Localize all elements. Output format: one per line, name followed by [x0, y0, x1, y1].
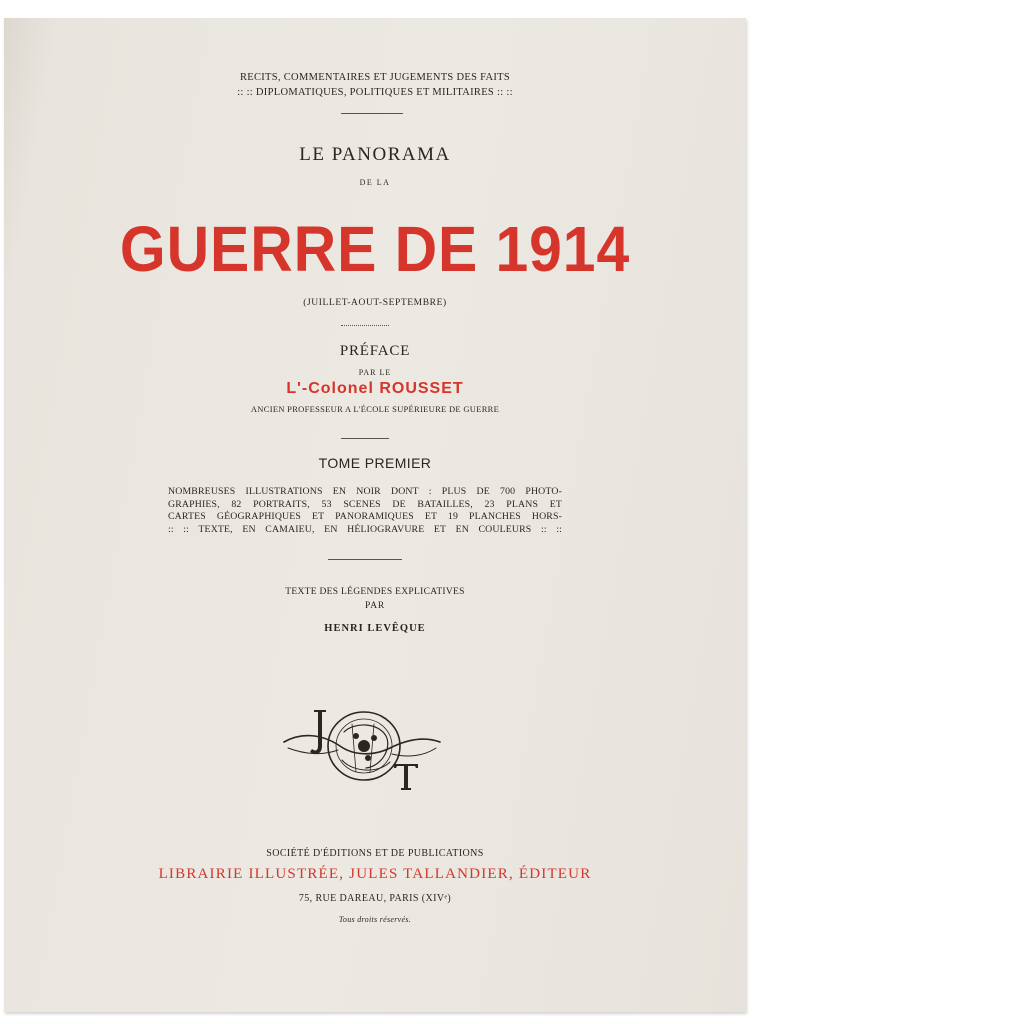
title-page	[4, 18, 746, 1012]
legendes-par: PAR	[364, 601, 385, 611]
tome-label: TOME PREMIER	[318, 455, 432, 471]
rights-notice: Tous droits réservés.	[338, 915, 412, 924]
illustrations-description	[168, 486, 562, 536]
publisher-address: 75, RUE DAREAU, PARIS (XIVᵉ)	[298, 893, 452, 904]
legendes-author: HENRI LEVÊQUE	[324, 623, 426, 634]
description-line: NOMBREUSES ILLUSTRATIONS EN NOIR DONT : PLUS DE 700 PHOTO-	[168, 486, 562, 497]
publisher-name: LIBRAIRIE ILLUSTRÉE, JULES TALLANDIER, ÉDITEUR	[158, 866, 592, 882]
header-line-2: :: :: DIPLOMATIQUES, POLITIQUES ET MILITAIRES :: ::	[237, 87, 513, 98]
divider	[341, 113, 403, 114]
publisher-society: SOCIÉTÉ D'ÉDITIONS ET DE PUBLICATIONS	[266, 848, 484, 859]
divider	[341, 325, 389, 326]
description-line: CARTES GÉOGRAPHIQUES ET PANORAMIQUES ET 19 PLANCHES HORS-	[168, 511, 562, 522]
main-title: GUERRE DE 1914	[119, 213, 631, 285]
preface-author-title: ANCIEN PROFESSEUR A L'ÉCOLE SUPÉRIEURE DE GUERRE	[250, 404, 500, 414]
divider	[341, 438, 389, 439]
header-line-1: RECITS, COMMENTAIRES ET JUGEMENTS DES FAITS	[239, 72, 511, 83]
title-dela: DE LA	[359, 178, 391, 187]
preface-label: PRÉFACE	[339, 343, 411, 359]
divider	[328, 559, 402, 560]
preface-par-le: PAR LE	[358, 368, 392, 377]
description-line: :: :: TEXTE, EN CAMAIEU, EN HÉLIOGRAVURE ET EN COULEURS :: ::	[168, 523, 562, 535]
publisher-monogram-emblem	[282, 702, 442, 792]
description-line: GRAPHIES, 82 PORTRAITS, 53 SCENES DE BATAILLES, 23 PLANS ET	[168, 498, 562, 510]
legendes-line: TEXTE DES LÉGENDES EXPLICATIVES	[285, 587, 465, 597]
preface-author: L'-Colonel ROUSSET	[286, 380, 464, 397]
title-panorama: LE PANORAMA	[299, 144, 451, 165]
title-period: (JUILLET-AOUT-SEPTEMBRE)	[303, 298, 447, 308]
